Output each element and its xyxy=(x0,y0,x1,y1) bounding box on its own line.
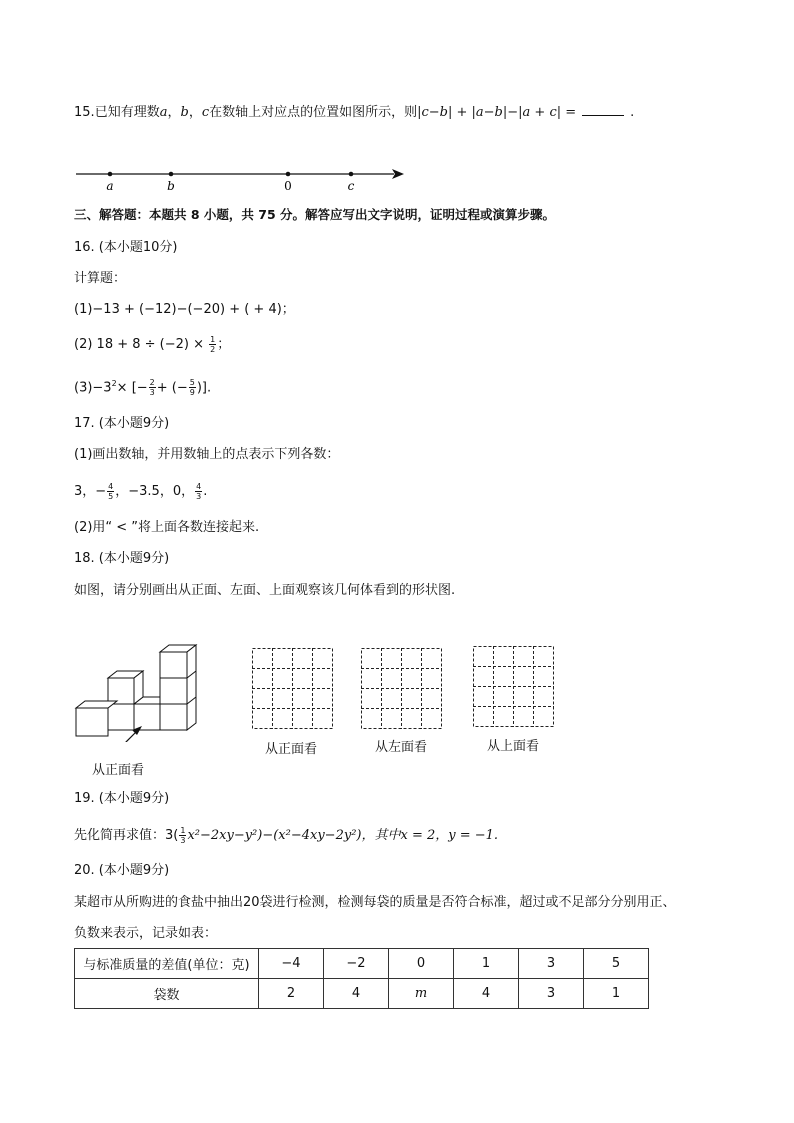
q19-expr: x²−2xy−y²)−(x²−4xy−2y²)，其中 xyxy=(187,828,401,843)
answer-blank xyxy=(582,103,624,116)
table-cell: 4 xyxy=(454,979,519,1009)
q17-header: 17. (本小题9分) xyxy=(74,416,170,431)
front-view-label: 从正面看 xyxy=(265,742,318,757)
front-view-grid xyxy=(252,648,334,730)
table-cell: 1 xyxy=(454,949,519,979)
q19-pre: 先化简再求值：3( xyxy=(74,828,179,843)
fraction xyxy=(107,482,114,501)
q16-part3-text: (3)−3 xyxy=(74,380,112,396)
q15-sep: ， xyxy=(188,105,202,120)
q20-line2: 负数来表示，记录如表： xyxy=(74,926,218,941)
fraction-numerator: 1 xyxy=(210,335,216,344)
table-cell: 3 xyxy=(519,979,584,1009)
q18-text: 如图，请分别画出从正面、左面、上面观察该几何体看到的形状图. xyxy=(74,583,456,598)
q16-part3-mid: × [− xyxy=(116,380,148,396)
label-zero: 0 xyxy=(284,179,292,193)
q16-part1: (1)−13 + (−12)−(−20) + ( + 4)； xyxy=(74,302,295,317)
table-row-head: 袋数 xyxy=(75,979,259,1009)
q16-part3 xyxy=(74,375,211,397)
label-b: b xyxy=(167,179,175,193)
fraction-numerator: 5 xyxy=(189,378,195,388)
fraction-denominator: 3 xyxy=(196,492,202,501)
q17-numbers-text: 3，− xyxy=(74,484,107,499)
fraction-numerator: 1 xyxy=(180,826,186,835)
point-c xyxy=(349,172,354,177)
table-cell: m xyxy=(389,979,454,1009)
q17-numbers-mid: ，−3.5，0， xyxy=(115,484,195,499)
fraction-denominator: 2 xyxy=(210,345,216,354)
table-cell: −4 xyxy=(259,949,324,979)
fraction xyxy=(195,482,202,501)
q18-header: 18. (本小题9分) xyxy=(74,551,170,566)
q15-line xyxy=(74,103,634,122)
q15-text-a: 已知有理数 xyxy=(94,105,160,120)
fraction-denominator: 3 xyxy=(149,388,155,398)
fraction-denominator: 3 xyxy=(180,836,186,845)
q17-part1: (1)画出数轴，并用数轴上的点表示下列各数： xyxy=(74,447,340,462)
q15-var-c: c xyxy=(201,105,210,120)
q15-var-a: a xyxy=(159,105,168,120)
q17-part2: (2)用“ < ”将上面各数连接起来. xyxy=(74,520,260,535)
fraction-denominator: 5 xyxy=(108,492,114,501)
q15-sep: ， xyxy=(167,105,181,120)
q17-numbers-end: . xyxy=(203,484,208,499)
mass-table xyxy=(74,948,649,1009)
q17-numbers xyxy=(74,482,207,501)
fraction xyxy=(209,335,216,354)
fraction-numerator: 4 xyxy=(108,482,114,491)
q15-end: . xyxy=(630,105,635,120)
section-heading: 三、解答题：本题共 8 小题，共 75 分。解答应写出文字说明，证明过程或演算步骤。 xyxy=(74,207,556,222)
q16-part3-end: )]. xyxy=(196,380,212,396)
q20-header: 20. (本小题9分) xyxy=(74,863,170,878)
table-cell: 5 xyxy=(584,949,649,979)
number-line xyxy=(74,162,414,194)
fraction-denominator: 9 xyxy=(189,388,195,398)
q16-part2 xyxy=(74,335,230,354)
q20-line1: 某超市从所购进的食盐中抽出20袋进行检测，检测每袋的质量是否符合标准，超过或不足部分分别用正、 xyxy=(74,895,676,910)
point-b xyxy=(169,172,174,177)
table-row xyxy=(75,949,649,979)
fraction xyxy=(189,378,196,397)
label-c: c xyxy=(347,179,355,193)
point-zero xyxy=(286,172,291,177)
q15-number: 15. xyxy=(74,105,95,120)
q19-condition: x = 2，y = −1. xyxy=(400,828,499,843)
exponent: 2 xyxy=(111,379,117,388)
left-view-label: 从左面看 xyxy=(375,740,428,755)
table-cell: 1 xyxy=(584,979,649,1009)
q15-text-b: 在数轴上对应点的位置如图所示，则 xyxy=(209,105,418,120)
top-view-grid xyxy=(473,646,555,728)
arrow-caption: 从正面看 xyxy=(92,763,145,778)
fraction xyxy=(179,826,186,845)
point-a xyxy=(108,172,113,177)
q16-part2-text: (2) 18 + 8 ÷ (−2) × xyxy=(74,337,205,352)
left-view-grid xyxy=(361,648,443,730)
fraction xyxy=(149,378,156,397)
q15-expression: |c−b| + |a−b|−|a + c| = xyxy=(417,105,577,120)
top-view-label: 从上面看 xyxy=(487,739,540,754)
table-cell: 3 xyxy=(519,949,584,979)
table-cell: 0 xyxy=(389,949,454,979)
q15-var-b: b xyxy=(180,105,189,120)
label-a: a xyxy=(106,179,114,193)
q16-intro: 计算题： xyxy=(74,271,127,286)
cube-figure xyxy=(72,642,202,742)
q16-header: 16. (本小题10分) xyxy=(74,240,178,255)
q19-header: 19. (本小题9分) xyxy=(74,791,170,806)
table-row xyxy=(75,979,649,1009)
q16-part3-mid2: + (− xyxy=(156,380,188,396)
table-row-head: 与标准质量的差值(单位：克) xyxy=(75,949,259,979)
q19-expression xyxy=(74,826,498,845)
fraction-numerator: 2 xyxy=(149,378,155,388)
table-cell: −2 xyxy=(324,949,389,979)
fraction-numerator: 4 xyxy=(196,482,202,491)
table-cell: 2 xyxy=(259,979,324,1009)
q16-part2-end: ； xyxy=(217,337,231,352)
table-cell: 4 xyxy=(324,979,389,1009)
